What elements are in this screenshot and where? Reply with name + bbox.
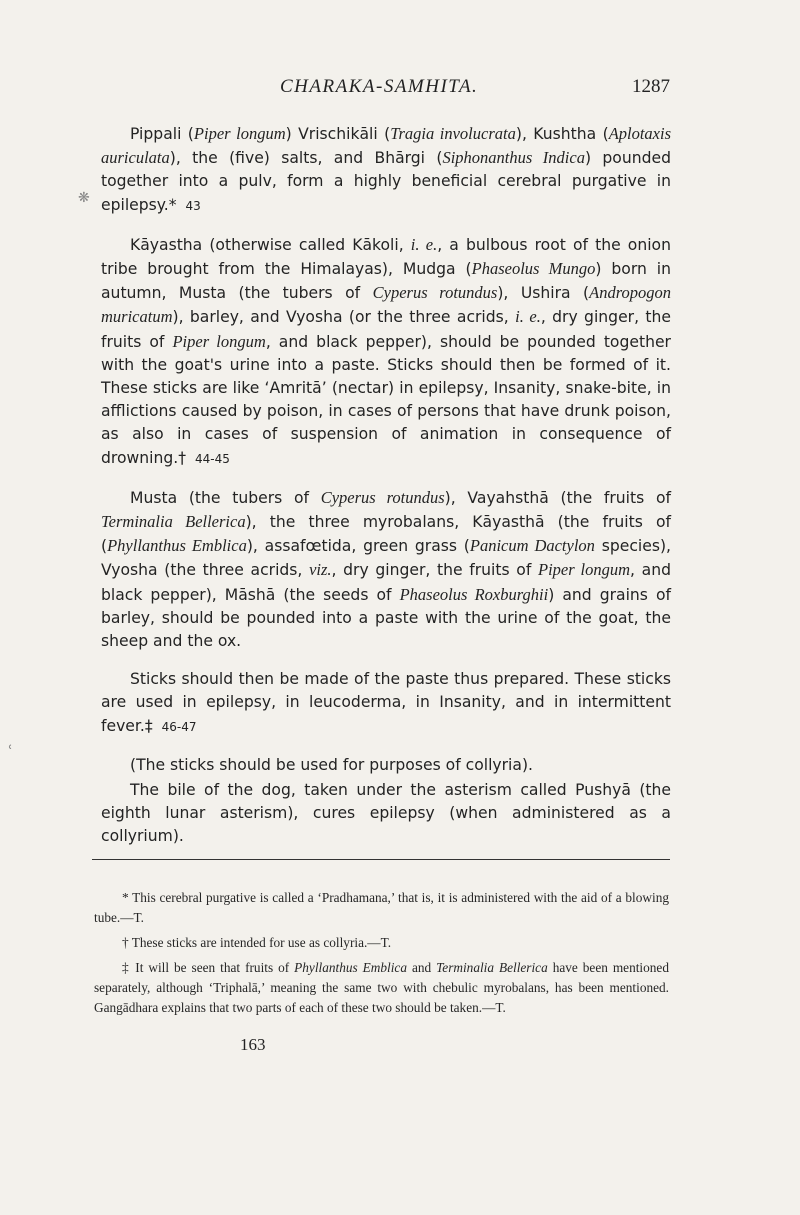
text-run: species), Vyosha (the three acrids, <box>101 537 671 580</box>
text-run: † These sticks are intended for use as collyria.—T. <box>122 935 392 950</box>
footnote <box>94 933 669 953</box>
footnotes <box>94 888 669 1023</box>
italic-term: Tragia involucrata <box>390 124 516 143</box>
italic-term: Phyllanthus Emblica <box>107 536 247 556</box>
text-run: (The sticks should be used for purposes of collyria). <box>130 755 533 774</box>
italic-term: Aplotaxis auriculata <box>101 124 672 168</box>
text-run: , and black pepper), should be pounded together with the goat's urine into a paste. Sticks should then be formed of it. These sticks are like ‘Amritā’ (nectar) in epilepsy, Insanity, snake-bite, in afflictions caused by poison, in cases of persons that have drunk poison, as also in cases of suspension of animation in consequence of drowning.† <box>101 332 671 467</box>
running-header-title: CHARAKA-SAMHITA. <box>280 76 479 97</box>
body-text <box>101 122 671 864</box>
footnote <box>94 958 669 1018</box>
italic-term: viz. <box>309 560 332 580</box>
text-run: ), Ushira ( <box>497 284 590 303</box>
paragraph <box>101 486 671 653</box>
italic-term: Phyllanthus Emblica <box>294 960 407 975</box>
text-run: Sticks should then be made of the paste thus prepared. These sticks are used in epilepsy, in leucoderma, in Insanity, and in intermittent fever.‡ <box>101 670 671 735</box>
text-run: ) pounded together into a pulv, form a highly beneficial cerebral purgative in epilepsy.* <box>101 149 671 214</box>
italic-term: Terminalia Bellerica <box>101 512 246 532</box>
text-run: ), the three myrobalans, Kāyasthā (the fruits of ( <box>101 513 671 556</box>
italic-term: Phaseolus Mungo <box>471 259 596 279</box>
footnote <box>94 888 669 928</box>
text-run: ), barley, and Vyosha (or the three acrids, <box>172 308 516 327</box>
text-run: The bile of the dog, taken under the asterism called Pushyā (the eighth lunar asterism), cures epilepsy (when administered as a collyrium). <box>101 781 671 846</box>
paragraph <box>101 233 671 471</box>
paragraph <box>101 754 671 777</box>
italic-term: Siphonanthus Indica <box>442 148 585 168</box>
paragraph <box>101 668 671 739</box>
text-run: ), Vayahsthā (the fruits of <box>444 488 671 507</box>
italic-term: Piper longum <box>172 331 266 351</box>
text-run: ) born in autumn, Musta (the tubers of <box>101 260 672 303</box>
margin-mark: ˓ <box>8 738 13 757</box>
signature-number: 163 <box>240 1035 266 1054</box>
text-run: ), the (five) salts, and Bhārgi ( <box>169 149 443 168</box>
text-run: ‡ It will be seen that fruits of <box>122 960 295 975</box>
footnote-divider <box>92 859 670 860</box>
italic-term: Phaseolus Roxburghii <box>399 584 549 604</box>
paragraph <box>101 122 671 218</box>
text-run: ), assafœtida, green grass ( <box>246 537 470 556</box>
text-run: * This cerebral purgative is called a ‘Pradhamana,’ that is, it is administered with the aid of a blowing tube.—T. <box>94 890 669 925</box>
text-run: Pippali ( <box>130 125 194 143</box>
italic-term: i. e. <box>515 307 541 327</box>
verse-number: 46-47 <box>161 719 197 734</box>
paragraph <box>101 779 671 849</box>
header-page-number: 1287 <box>632 76 670 97</box>
text-run: Kāyastha (otherwise called Kākoli, <box>130 235 411 254</box>
text-run: , dry ginger, the fruits of <box>101 308 671 351</box>
italic-term: Terminalia Bellerica <box>436 960 548 975</box>
italic-term: Piper longum <box>538 560 631 580</box>
italic-term: Piper longum <box>193 124 286 143</box>
text-run: ), Kushtha ( <box>515 125 609 143</box>
print-speck: ❋ <box>78 190 90 206</box>
verse-number: 44-45 <box>194 451 230 466</box>
text-run: have been mentioned separately, although ‘Triphalā,’ meaning the same two with chebulic myrobalans, has been mentioned. Gangādhara explains that two parts of each of these two should be taken.—T. <box>94 960 669 1015</box>
text-run: , dry ginger, the fruits of <box>331 561 539 580</box>
text-run: Musta (the tubers of <box>130 488 321 507</box>
text-run: and <box>406 960 437 975</box>
text-run: , a bulbous root of the onion tribe brought from the Himalayas), Mudga ( <box>101 235 671 279</box>
text-run: , and black pepper), Māshā (the seeds of <box>101 561 671 604</box>
italic-term: Andropogon muricatum <box>101 283 672 327</box>
italic-term: i. e. <box>410 234 438 254</box>
verse-number: 43 <box>185 198 201 213</box>
italic-term: Panicum Dactylon <box>469 536 595 556</box>
text-run: ) Vrischikāli ( <box>285 125 391 143</box>
text-run: ) and grains of barley, should be pounded into a paste with the urine of the goat, the sheep and the ox. <box>101 585 671 651</box>
italic-term: Cyperus rotundus <box>320 487 445 507</box>
italic-term: Cyperus rotundus <box>372 283 498 303</box>
